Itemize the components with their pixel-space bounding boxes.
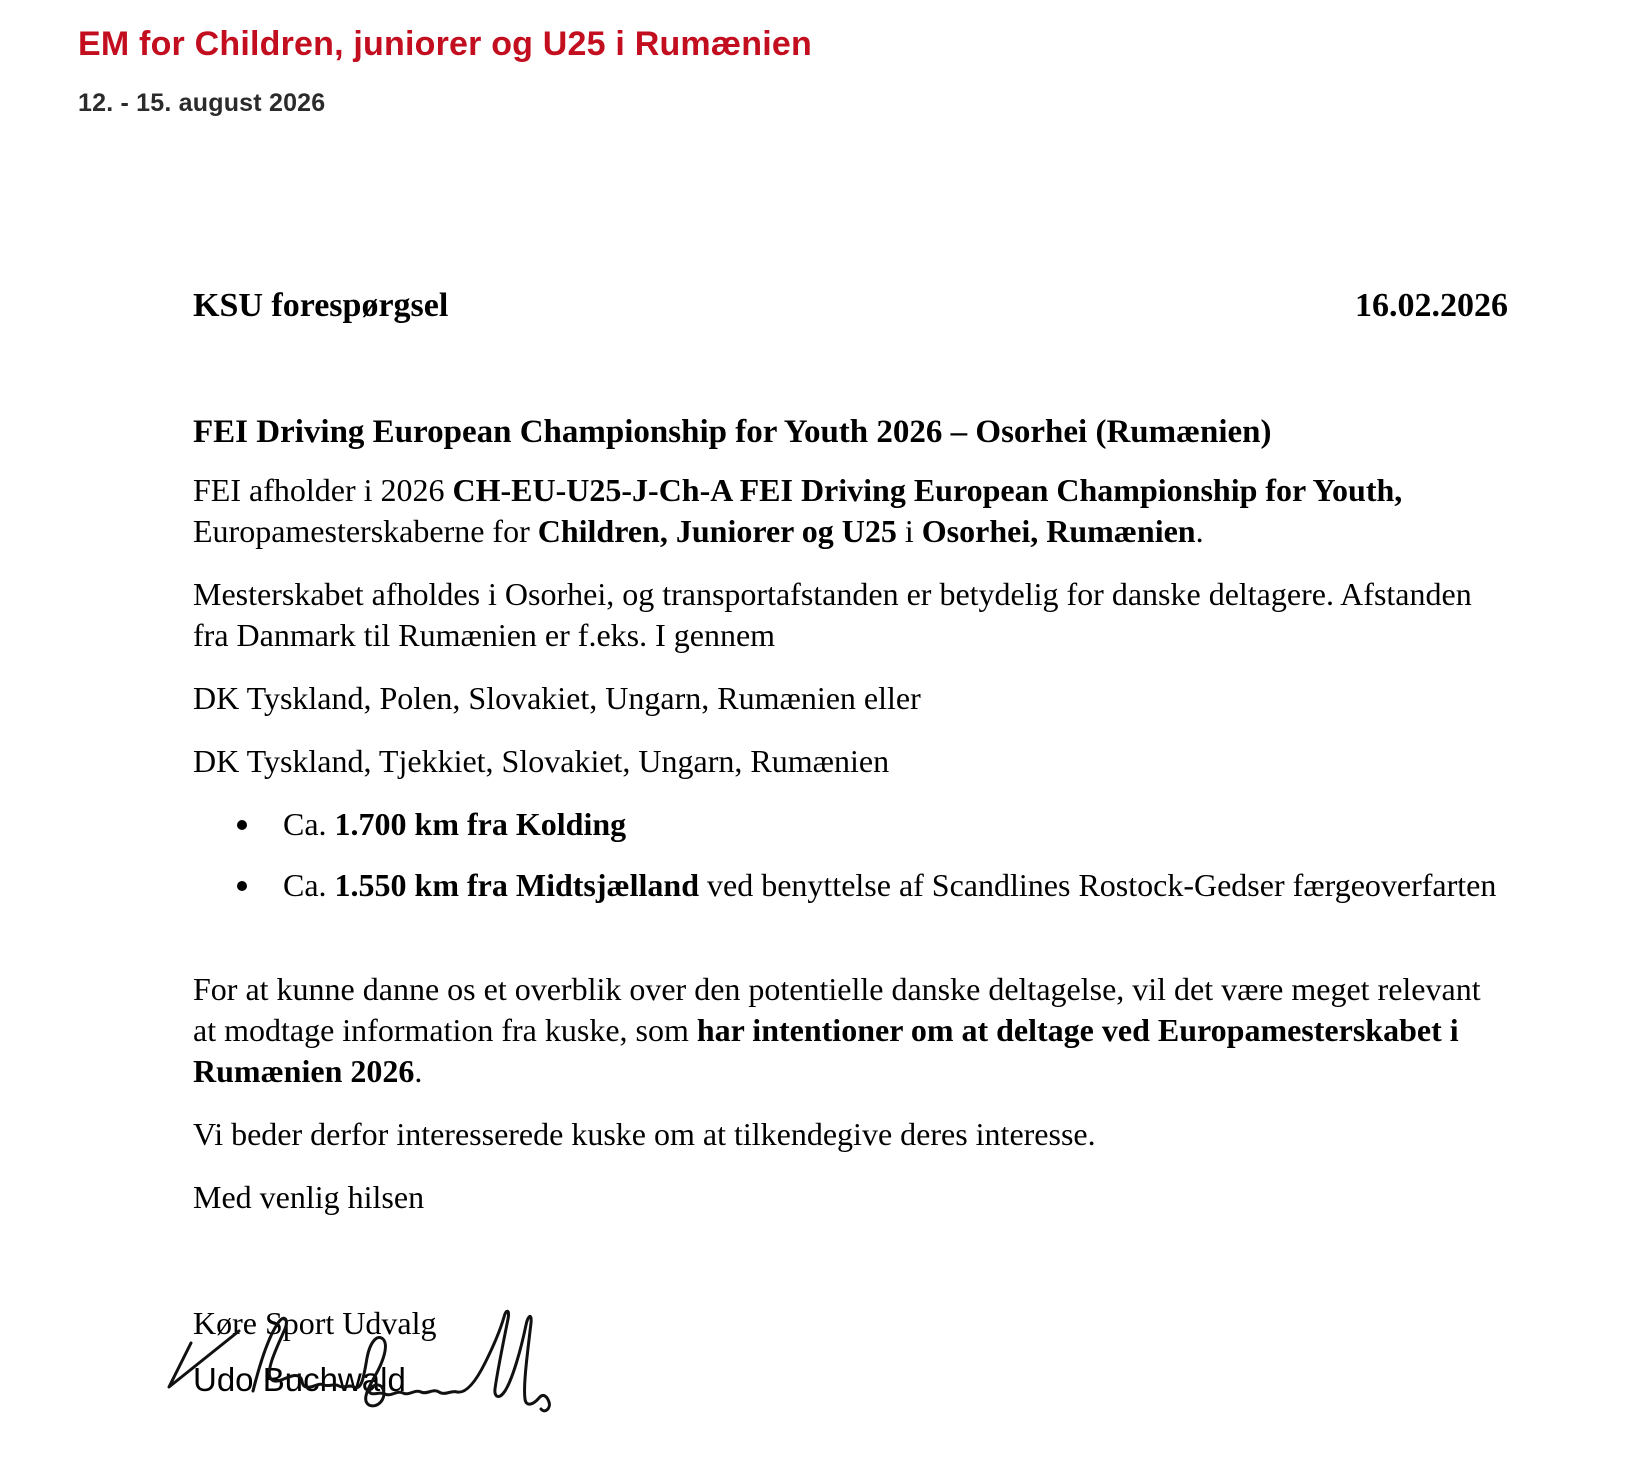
text-run-bold: Osorhei, Rumænien [921,512,1196,549]
text-run-bold: har intentioner om at deltage ved Europamesterskabet i Rumænien 2026 [193,1011,1459,1089]
text-run-bold: CH-EU-U25-J-Ch-A FEI Driving European Championship for Youth, [452,471,1403,508]
letter-head [193,285,1508,326]
text-run: ved benyttelse af Scandlines Rostock-Gedser færgeoverfarten [699,866,1497,903]
letter-title: FEI Driving European Championship for Youth 2026 – Osorhei (Rumænien) [193,413,1272,450]
text-run: For at kunne danne os et overblik over den potentielle danske deltagelse, vil det være meget relevant at modtage information fra kuske, som [193,970,1481,1048]
list-item [193,804,1508,845]
route-line-2: DK Tyskland, Tjekkiet, Slovakiet, Ungarn, Rumænien [193,742,890,779]
request-paragraph: Vi beder derfor interesserede kuske om at tilkendegive deres interesse. [193,1115,1096,1152]
signoff-org: Køre Sport Udvalg [193,1304,437,1341]
letter-subject: KSU forespørgsel [193,286,449,324]
text-run: . [1195,512,1204,549]
text-run: Ca. [283,805,335,842]
interest-paragraph [193,969,1508,1092]
text-run: FEI afholder i 2026 [193,471,453,508]
distance-list [193,804,1508,906]
text-run-bold: Children, Juniorer og U25 [537,512,897,549]
letter-document [193,285,1508,1400]
bullet-dot-icon [237,820,247,830]
text-run: . [414,1052,423,1089]
text-run: Ca. [283,866,335,903]
text-run: i [896,512,922,549]
intro-paragraph [193,470,1508,552]
closing-line: Med venlig hilsen [193,1178,425,1215]
bullet-dot-icon [237,881,247,891]
list-item [193,865,1508,906]
signoff-block [193,1303,1508,1400]
page-title: EM for Children, juniorer og U25 i Rumænien [78,25,812,63]
letter-date: 16.02.2026 [1355,286,1508,324]
signoff-name: Udo Buchwald [193,1360,406,1398]
text-run: Europamesterskaberne for [193,512,538,549]
text-run-bold: 1.550 km fra Midtsjælland [334,866,699,903]
article-header [0,0,1647,118]
route-line-1: DK Tyskland, Polen, Slovakiet, Ungarn, Rumænien eller [193,679,921,716]
text-run-bold: 1.700 km fra Kolding [334,805,627,842]
distance-paragraph: Mesterskabet afholdes i Osorhei, og transportafstanden er betydelig for danske deltagere. Afstanden fra Danmark til Rumænien er f.eks. I gennem [193,575,1472,653]
event-dates: 12. - 15. august 2026 [78,88,326,117]
